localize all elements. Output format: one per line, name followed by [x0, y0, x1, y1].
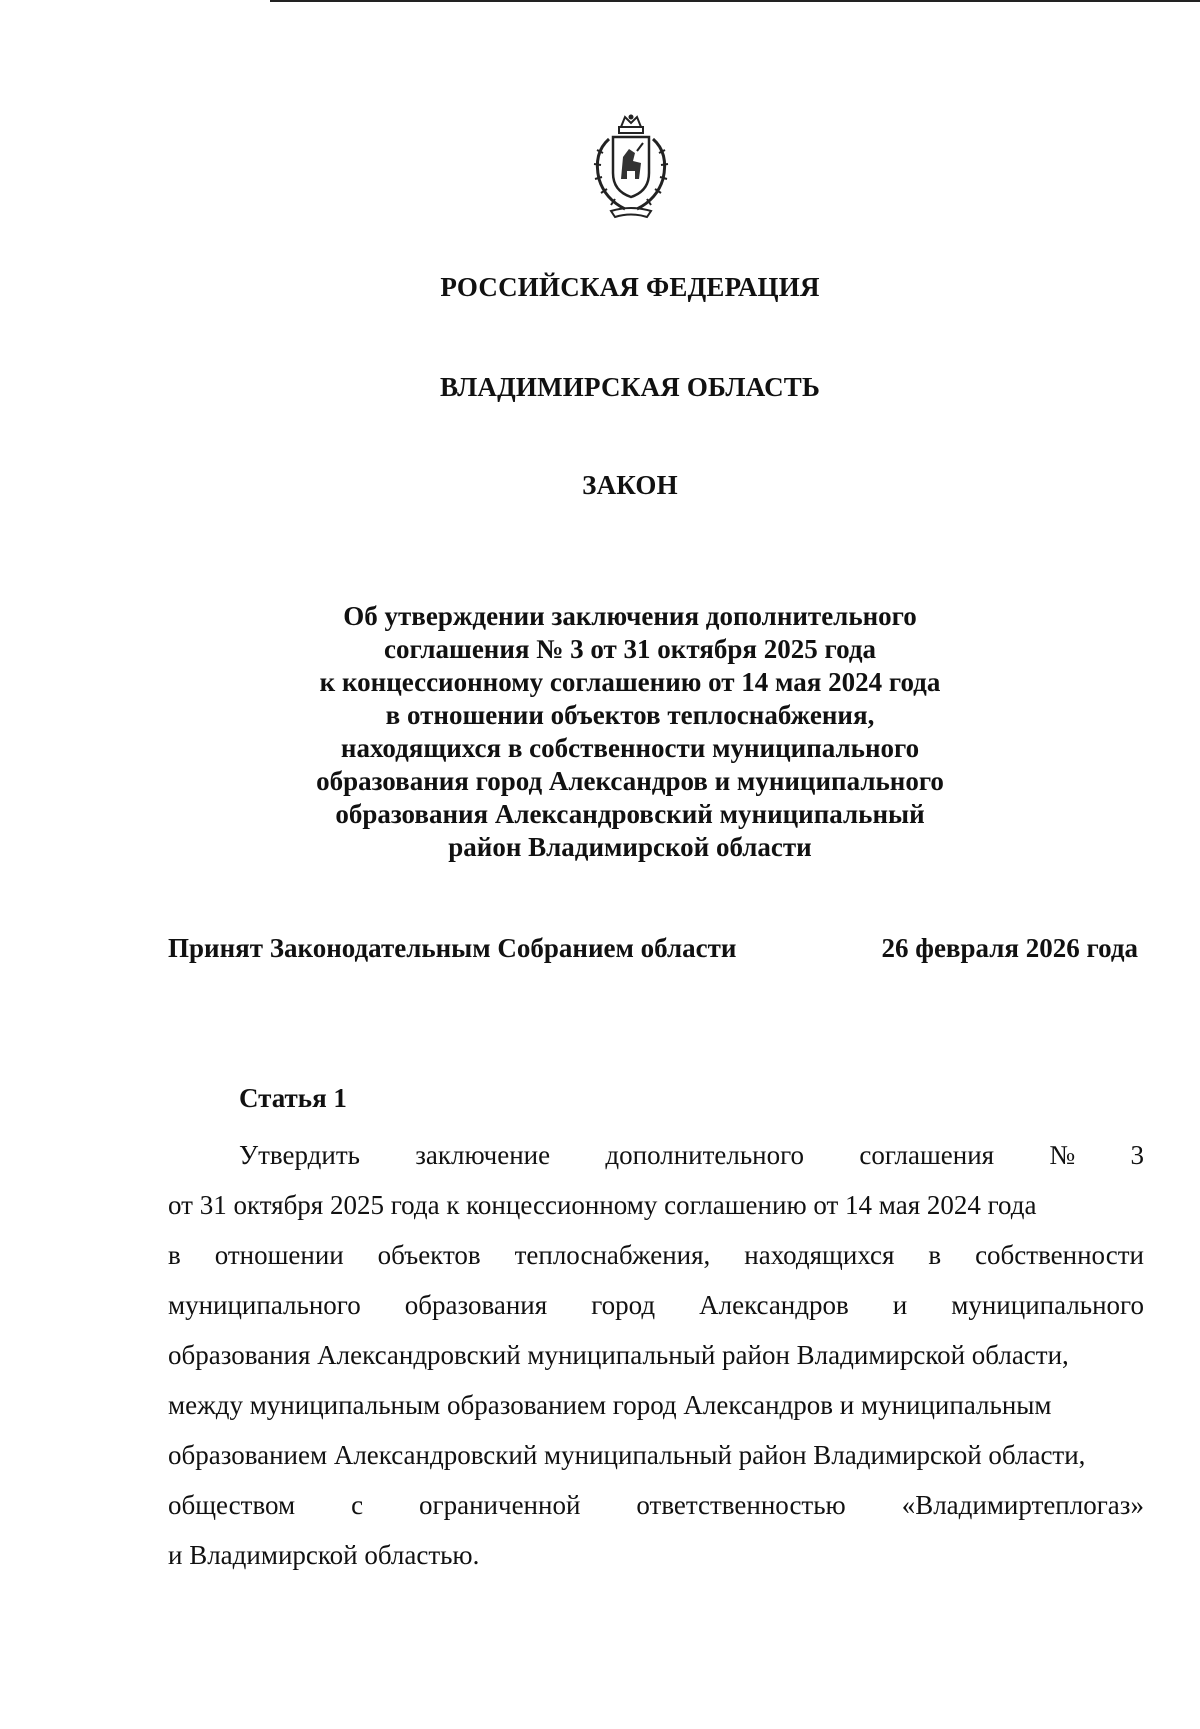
article-word: город	[591, 1290, 656, 1320]
article-word: дополнительного	[605, 1140, 805, 1170]
heading-region: ВЛАДИМИРСКАЯ ОБЛАСТЬ	[439, 372, 821, 402]
scan-top-edge	[270, 0, 1200, 2]
article-body	[168, 1130, 1144, 1580]
article-word: 3	[1130, 1140, 1144, 1170]
adoption-date: 26 февраля 2026 года	[881, 933, 1138, 963]
article-word: обществом	[168, 1490, 296, 1520]
law-title-line: соглашения № 3 от 31 октября 2025 года	[384, 634, 876, 664]
article-line	[168, 1230, 1144, 1280]
law-title-line: образования Александровский муниципальный	[335, 799, 925, 829]
article-text: образованием Александровский муниципальный район Владимирской области,	[168, 1440, 1086, 1470]
article-text: образования Александровский муниципальный район Владимирской области,	[168, 1340, 1069, 1370]
article-word: соглашения	[859, 1140, 995, 1170]
law-title-line: район Владимирской области	[448, 832, 812, 862]
article-word: находящихся	[744, 1240, 895, 1270]
article-line	[168, 1530, 1144, 1580]
law-title-line: в отношении объектов теплоснабжения,	[385, 700, 875, 730]
article-line	[168, 1180, 1144, 1230]
article-word: в	[168, 1240, 181, 1270]
coat-of-arms-icon	[581, 113, 681, 221]
article-word: №	[1049, 1140, 1076, 1170]
article-text: от 31 октября 2025 года к концессионному соглашению от 14 мая 2024 года	[168, 1190, 1037, 1220]
article-word: в	[928, 1240, 942, 1270]
article-word: объектов	[377, 1240, 481, 1270]
article-word: заключение	[415, 1140, 551, 1170]
law-title-line: находящихся в собственности муниципального	[340, 733, 920, 763]
article-word: ограниченной	[419, 1490, 581, 1520]
adoption-line	[168, 933, 1138, 964]
article-line	[168, 1330, 1144, 1380]
article-line	[168, 1480, 1144, 1530]
article-word: с	[351, 1490, 364, 1520]
law-title	[200, 600, 1060, 864]
article-word: образования	[404, 1290, 548, 1320]
article-text: между муниципальным образованием город Александров и муниципальным	[168, 1390, 1052, 1420]
article-line	[168, 1130, 1144, 1180]
heading-document-type: ЗАКОН	[582, 470, 678, 500]
article-line	[168, 1380, 1144, 1430]
article-word: Александров	[699, 1290, 849, 1320]
article-heading: Статья 1	[239, 1083, 347, 1113]
article-word: ответственностью	[636, 1490, 846, 1520]
article-line	[168, 1280, 1144, 1330]
article-line	[168, 1430, 1144, 1480]
law-title-line: образования город Александров и муниципального	[316, 766, 944, 796]
article-word: муниципального	[951, 1290, 1144, 1320]
heading-federation: РОССИЙСКАЯ ФЕДЕРАЦИЯ	[440, 272, 820, 302]
article-text: и Владимирской областью.	[168, 1540, 480, 1570]
article-word: отношении	[214, 1240, 344, 1270]
article-word: «Владимиртеплогаз»	[901, 1490, 1144, 1520]
article-word: собственности	[975, 1240, 1144, 1270]
article-word: и	[892, 1290, 908, 1320]
law-title-line: к концессионному соглашению от 14 мая 2024 года	[319, 667, 941, 697]
article-word: муниципального	[168, 1290, 361, 1320]
adoption-label: Принят Законодательным Собранием области	[168, 933, 737, 963]
law-title-line: Об утверждении заключения дополнительного	[343, 601, 917, 631]
article-word: теплоснабжения,	[514, 1240, 711, 1270]
article-word: Утвердить	[239, 1140, 360, 1170]
